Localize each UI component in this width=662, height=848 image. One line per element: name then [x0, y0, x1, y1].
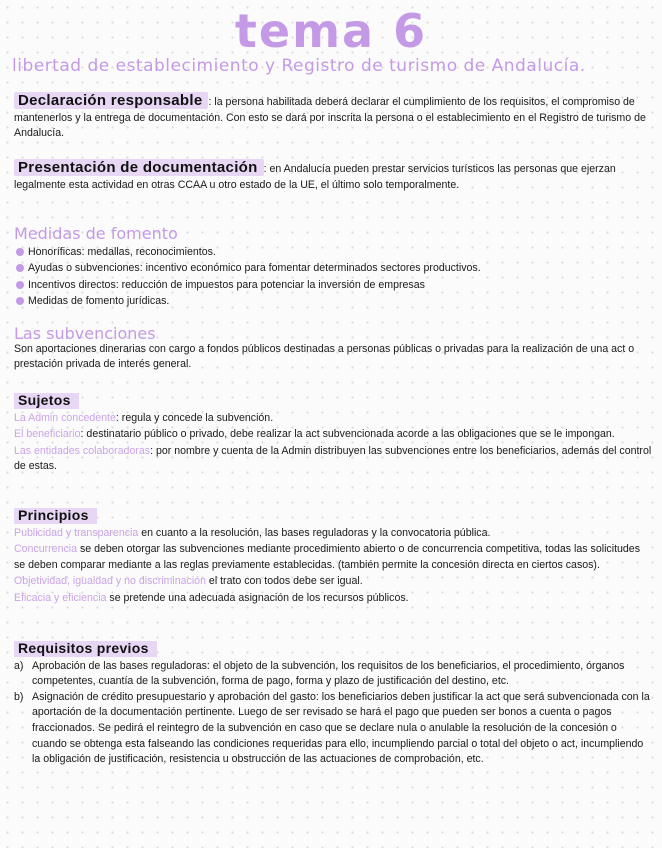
list-item: Honoríficas: medallas, reconocimientos. — [14, 244, 654, 261]
principios-section — [14, 508, 654, 608]
page-subtitle: libertad de establecimiento y Registro de turismo de Andalucía. — [12, 56, 586, 76]
page-title: tema 6 — [234, 4, 428, 58]
sujetos-section — [14, 393, 654, 476]
principio-text: en cuanto a la resolución, las bases reguladoras y la convocatoria pública. — [138, 526, 491, 539]
principio-item — [14, 526, 654, 542]
requisito-text: Asignación de crédito presupuestario y aprobación del gasto: los beneficiarios deben justificar la act que será subvencionada con la aportación de la documentación pertinente. Luego de ser revisado se hará el pago que pueden ser bonos a cuenta o pagos fraccionados. Se pedirá el reintegro de la subvención en caso que se declare nula o anulable la resolución de la concesión o cuando se obtenga esta falseando las condiciones requeridas para ello, incumpliendo parcial o total del objeto o act, incumpliendo la obligación de justificación, resistencia u obstrucción de las actuaciones de comprobación, etc. — [32, 690, 650, 766]
presentacion-term: Presentación de documentación — [14, 159, 264, 176]
principios-heading: Principios — [14, 508, 97, 524]
sujeto-label: Las entidades colaboradoras — [14, 444, 151, 457]
principio-text: el trato con todos debe ser igual. — [205, 575, 363, 588]
sujetos-heading: Sujetos — [14, 393, 79, 409]
list-item: Medidas de fomento jurídicas. — [14, 293, 654, 310]
subvenciones-heading: Las subvenciones — [14, 324, 156, 343]
requisito-item — [14, 690, 654, 768]
principio-item — [14, 574, 654, 590]
list-item: Incentivos directos: reducción de impuestos para potenciar la inversión de empresas — [14, 277, 654, 294]
principio-item — [14, 591, 654, 607]
sujeto-text: : por nombre y cuenta de la Admin distribuyen las subvenciones entre los beneficiarios, además del control de estas. — [14, 444, 652, 473]
sujeto-item — [14, 411, 654, 427]
sujeto-label: La Admin concedente — [14, 411, 116, 424]
declaracion-term: Declaración responsable — [14, 92, 208, 109]
declaracion-section — [14, 93, 654, 142]
sujeto-text: : regula y concede la subvención. — [115, 411, 274, 424]
principio-text: se deben otorgar las subvenciones mediante procedimiento abierto o de concurrencia competitiva, todas las solicitudes se deben comparar mediante a las reglas previamente establecidas. (también permite la concesión directa en ciertos casos). — [14, 543, 640, 571]
subvenciones-section — [14, 326, 654, 373]
declaracion-text: : la persona habilitada deberá declarar el cumplimiento de los requisitos, el compromiso de mantenerlos y la entrega de documentación. Con esto se dará por inscrita la persona o el establecimiento en el Registro de turismo de Andalucía. — [14, 96, 646, 140]
sujeto-label: El beneficiario — [14, 428, 81, 441]
requisito-marker: a) — [14, 659, 24, 672]
principio-label: Publicidad y transparencia — [14, 526, 139, 539]
presentacion-section — [14, 160, 654, 193]
subvenciones-text: Son aportaciones dinerarias con cargo a fondos públicos destinadas a personas públicas o privadas para la realización de una act o prestación privada de interés general. — [14, 342, 635, 371]
principio-item — [14, 542, 654, 573]
requisito-item — [14, 659, 654, 690]
principio-text: se pretende una adecuada asignación de los recursos públicos. — [106, 591, 409, 604]
medidas-heading: Medidas de fomento — [14, 224, 178, 243]
presentacion-text: : en Andalucía pueden prestar servicios turísticos las personas que ejerzan legalmente esta actividad en otras CCAA u otro estado de la UE, el último solo temporalmente. — [14, 163, 616, 191]
requisito-text: Aprobación de las bases reguladoras: el objeto de la subvención, los requisitos de los beneficiarios, el procedimiento, órganos competentes, cuantía de la subvención, forma de pago, forma y plazo de justificación del destino, etc. — [32, 659, 625, 688]
principio-label: Eficacia y eficiencia — [14, 591, 107, 604]
requisito-marker: b) — [14, 690, 24, 703]
medidas-list — [14, 244, 654, 310]
sujeto-item — [14, 427, 654, 443]
medidas-section — [14, 226, 654, 310]
sujeto-item — [14, 444, 654, 475]
list-item: Ayudas o subvenciones: incentivo económico para fomentar determinados sectores productivos. — [14, 260, 654, 277]
requisitos-heading: Requisitos previos — [14, 641, 157, 657]
principio-label: Concurrencia — [14, 543, 78, 556]
sujeto-text: : destinatario público o privado, debe realizar la act subvencionada acorde a las obligaciones que se le impongan. — [80, 428, 615, 441]
principio-label: Objetividad, igualdad y no discriminación — [14, 575, 206, 588]
requisitos-section — [14, 641, 654, 768]
